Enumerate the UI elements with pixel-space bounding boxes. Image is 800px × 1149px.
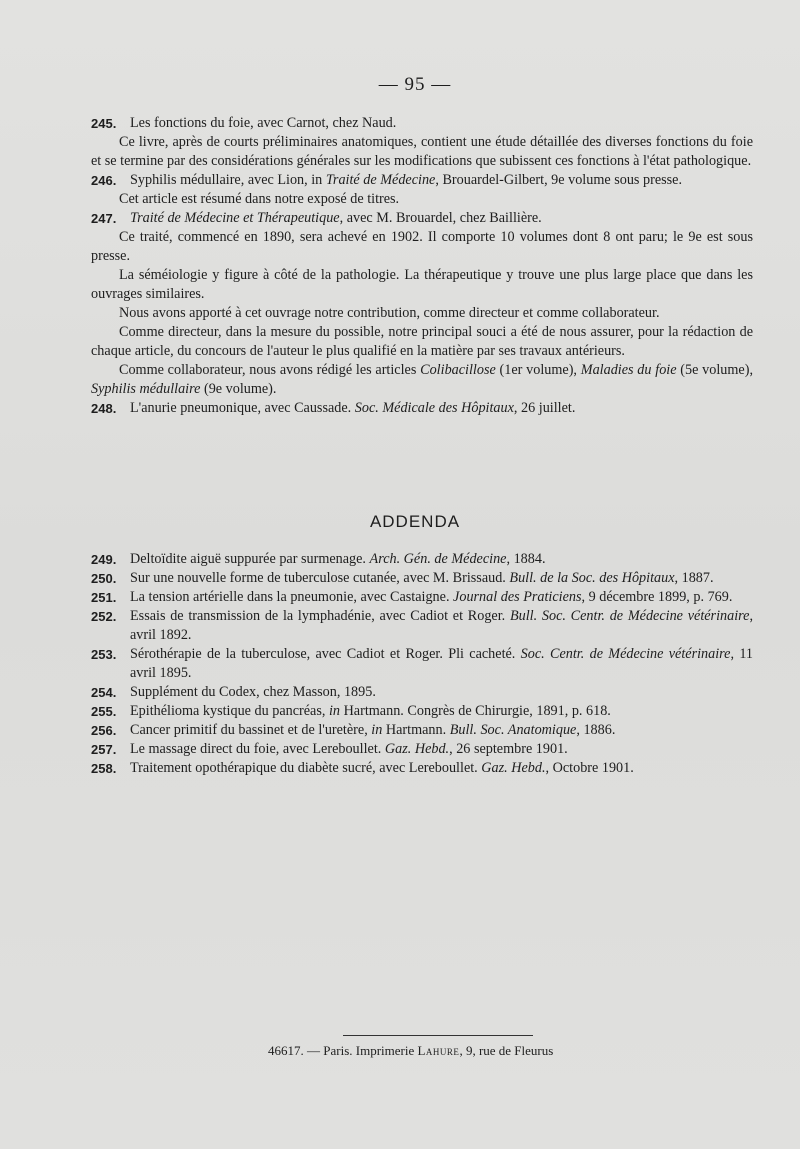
text: Comme collaborateur, nous avons rédigé les articles (119, 362, 421, 378)
main-text (91, 114, 753, 418)
italic-text: Colibacillose (420, 362, 496, 378)
text: La tension artérielle dans la pneumonie, avec Castaigne. (130, 589, 454, 605)
text: (9e volume). (200, 381, 277, 397)
text: (5e volume), (676, 362, 753, 378)
text: Hartmann. Congrès de Chirurgie, 1891, p. 618. (340, 703, 611, 719)
entry-text (130, 607, 753, 645)
entry-number: 252. (91, 609, 117, 624)
addenda-entry (91, 607, 753, 645)
entry-text (130, 645, 753, 683)
entry-number: 251. (91, 590, 117, 605)
entry-description: Ce traité, commencé en 1890, sera achevé en 1902. Il comporte 10 volumes dont 8 ont paru; le 9e est sous presse. (91, 229, 753, 264)
entry-number: 247. (91, 211, 117, 226)
entry-number: 257. (91, 742, 117, 757)
entry-title (130, 399, 753, 418)
text: Deltoïdite aiguë suppurée par surmenage. (130, 551, 370, 567)
page-number: — 95 — (378, 74, 452, 95)
entry-number: 255. (91, 704, 117, 719)
entry-number: 246. (91, 173, 117, 188)
text: , 1887. (674, 570, 714, 586)
italic-text: Maladies du foie (580, 362, 677, 378)
entry-text (130, 702, 753, 721)
entry-title-italic: Traité de Médecine et Thérapeutique (130, 210, 340, 226)
entry-text (130, 759, 753, 778)
italic-text: Gaz. Hebd. (384, 741, 450, 757)
entry-description: Comme directeur, dans la mesure du possible, notre principal souci a été de nous assurer, pour la rédaction de chaque article, du concours de l'auteur le plus qualifié en la matière par ses travaux antérieurs. (91, 324, 753, 359)
text: Hartmann. (382, 722, 450, 738)
text: Traitement opothérapique du diabète sucré, avec Lereboullet. (130, 760, 482, 776)
entry-title-text: , avec M. Brouardel, chez Baillière. (339, 210, 542, 226)
entry-number: 249. (91, 552, 117, 567)
printer-colophon (268, 1043, 553, 1059)
text: , 1886. (576, 722, 616, 738)
italic-text: Syphilis médullaire (91, 381, 201, 397)
text: , avril 1892. (130, 608, 753, 643)
addenda-entry (91, 588, 753, 607)
addenda-entry (91, 683, 753, 702)
entry-text (130, 550, 753, 569)
addenda-list (91, 550, 753, 778)
text: , 11 avril 1895. (130, 646, 753, 681)
entry-246 (91, 171, 753, 209)
printer-name: Lahure (417, 1043, 460, 1058)
entry-number: 258. (91, 761, 117, 776)
entry-245 (91, 114, 753, 171)
entry-number: 245. (91, 116, 117, 131)
entry-description: Cet article est résumé dans notre exposé de titres. (119, 191, 400, 207)
entry-title-text: Syphilis médullaire, avec Lion, in (130, 172, 326, 188)
entry-text (130, 588, 753, 607)
entry-number: 253. (91, 647, 117, 662)
addenda-heading: ADDENDA (369, 512, 461, 531)
italic-text: Arch. Gén. de Médecine (369, 551, 507, 567)
entry-text (130, 683, 753, 702)
italic-text: Gaz. Hebd. (481, 760, 546, 776)
italic-text: Soc. Centr. de Médecine vétérinaire (520, 646, 731, 662)
text: , 9, rue de Fleurus (459, 1043, 554, 1058)
entry-description: Nous avons apporté à cet ouvrage notre contribution, comme directeur et comme collaborateur. (119, 305, 660, 321)
text: , 26 septembre 1901. (449, 741, 568, 757)
addenda-entry (91, 759, 753, 778)
entry-title-text: , Brouardel-Gilbert, 9e volume sous presse. (435, 172, 683, 188)
entry-description: La séméiologie y figure à côté de la pathologie. La thérapeutique y trouve une plus large place que dans les ouvrages similaires. (91, 267, 753, 302)
italic-text: Bull. Soc. Centr. de Médecine vétérinaire (509, 608, 750, 624)
entry-text (130, 740, 753, 759)
entry-description (91, 361, 753, 399)
entry-text (130, 721, 753, 740)
entry-title-text: L'anurie pneumonique, avec Caussade. (130, 400, 355, 416)
text: Epithélioma kystique du pancréas, (130, 703, 329, 719)
text: Cancer primitif du bassinet et de l'uretère, (130, 722, 372, 738)
entry-number: 248. (91, 401, 117, 416)
text: Sur une nouvelle forme de tuberculose cutanée, avec M. Brissaud. (130, 570, 510, 586)
entry-title (130, 171, 753, 190)
entry-title-italic: Traité de Médecine (325, 172, 436, 188)
text: (1er volume), (495, 362, 581, 378)
text: Le massage direct du foie, avec Lereboullet. (130, 741, 385, 757)
text: 46617. — Paris. Imprimerie (268, 1043, 418, 1058)
addenda-entry (91, 740, 753, 759)
italic-text: in (328, 703, 341, 719)
italic-text: Bull. Soc. Anatomique (449, 722, 577, 738)
entry-number: 254. (91, 685, 117, 700)
italic-text: Journal des Praticiens (453, 589, 582, 605)
entry-title (130, 209, 753, 228)
entry-title: Les fonctions du foie, avec Carnot, chez Naud. (130, 115, 397, 131)
italic-text: in (371, 722, 383, 738)
entry-248 (91, 399, 753, 418)
entry-number: 250. (91, 571, 117, 586)
entry-247 (91, 209, 753, 399)
addenda-entry (91, 721, 753, 740)
addenda-entry (91, 702, 753, 721)
addenda-entry (91, 645, 753, 683)
footer-rule (343, 1035, 533, 1036)
text: , 1884. (506, 551, 546, 567)
entry-text (130, 569, 753, 588)
text: Supplément du Codex, chez Masson, 1895. (130, 684, 376, 700)
text: , 9 décembre 1899, p. 769. (581, 589, 733, 605)
text: Essais de transmission de la lymphadénie, avec Cadiot et Roger. (130, 608, 510, 624)
entry-title-text: , 26 juillet. (513, 400, 576, 416)
addenda-entry (91, 550, 753, 569)
text: , Octobre 1901. (545, 760, 634, 776)
addenda-entry (91, 569, 753, 588)
entry-description: Ce livre, après de courts préliminaires anatomiques, contient une étude détaillée des diverses fonctions du foie et se termine par des considérations générales sur les modifications que subissent ces fonctions à l'état pathologique. (91, 134, 753, 169)
entry-title-italic: Soc. Médicale des Hôpitaux (354, 400, 514, 416)
italic-text: Bull. de la Soc. des Hôpitaux (509, 570, 675, 586)
entry-number: 256. (91, 723, 117, 738)
text: Sérothérapie de la tuberculose, avec Cadiot et Roger. Pli cacheté. (130, 646, 521, 662)
